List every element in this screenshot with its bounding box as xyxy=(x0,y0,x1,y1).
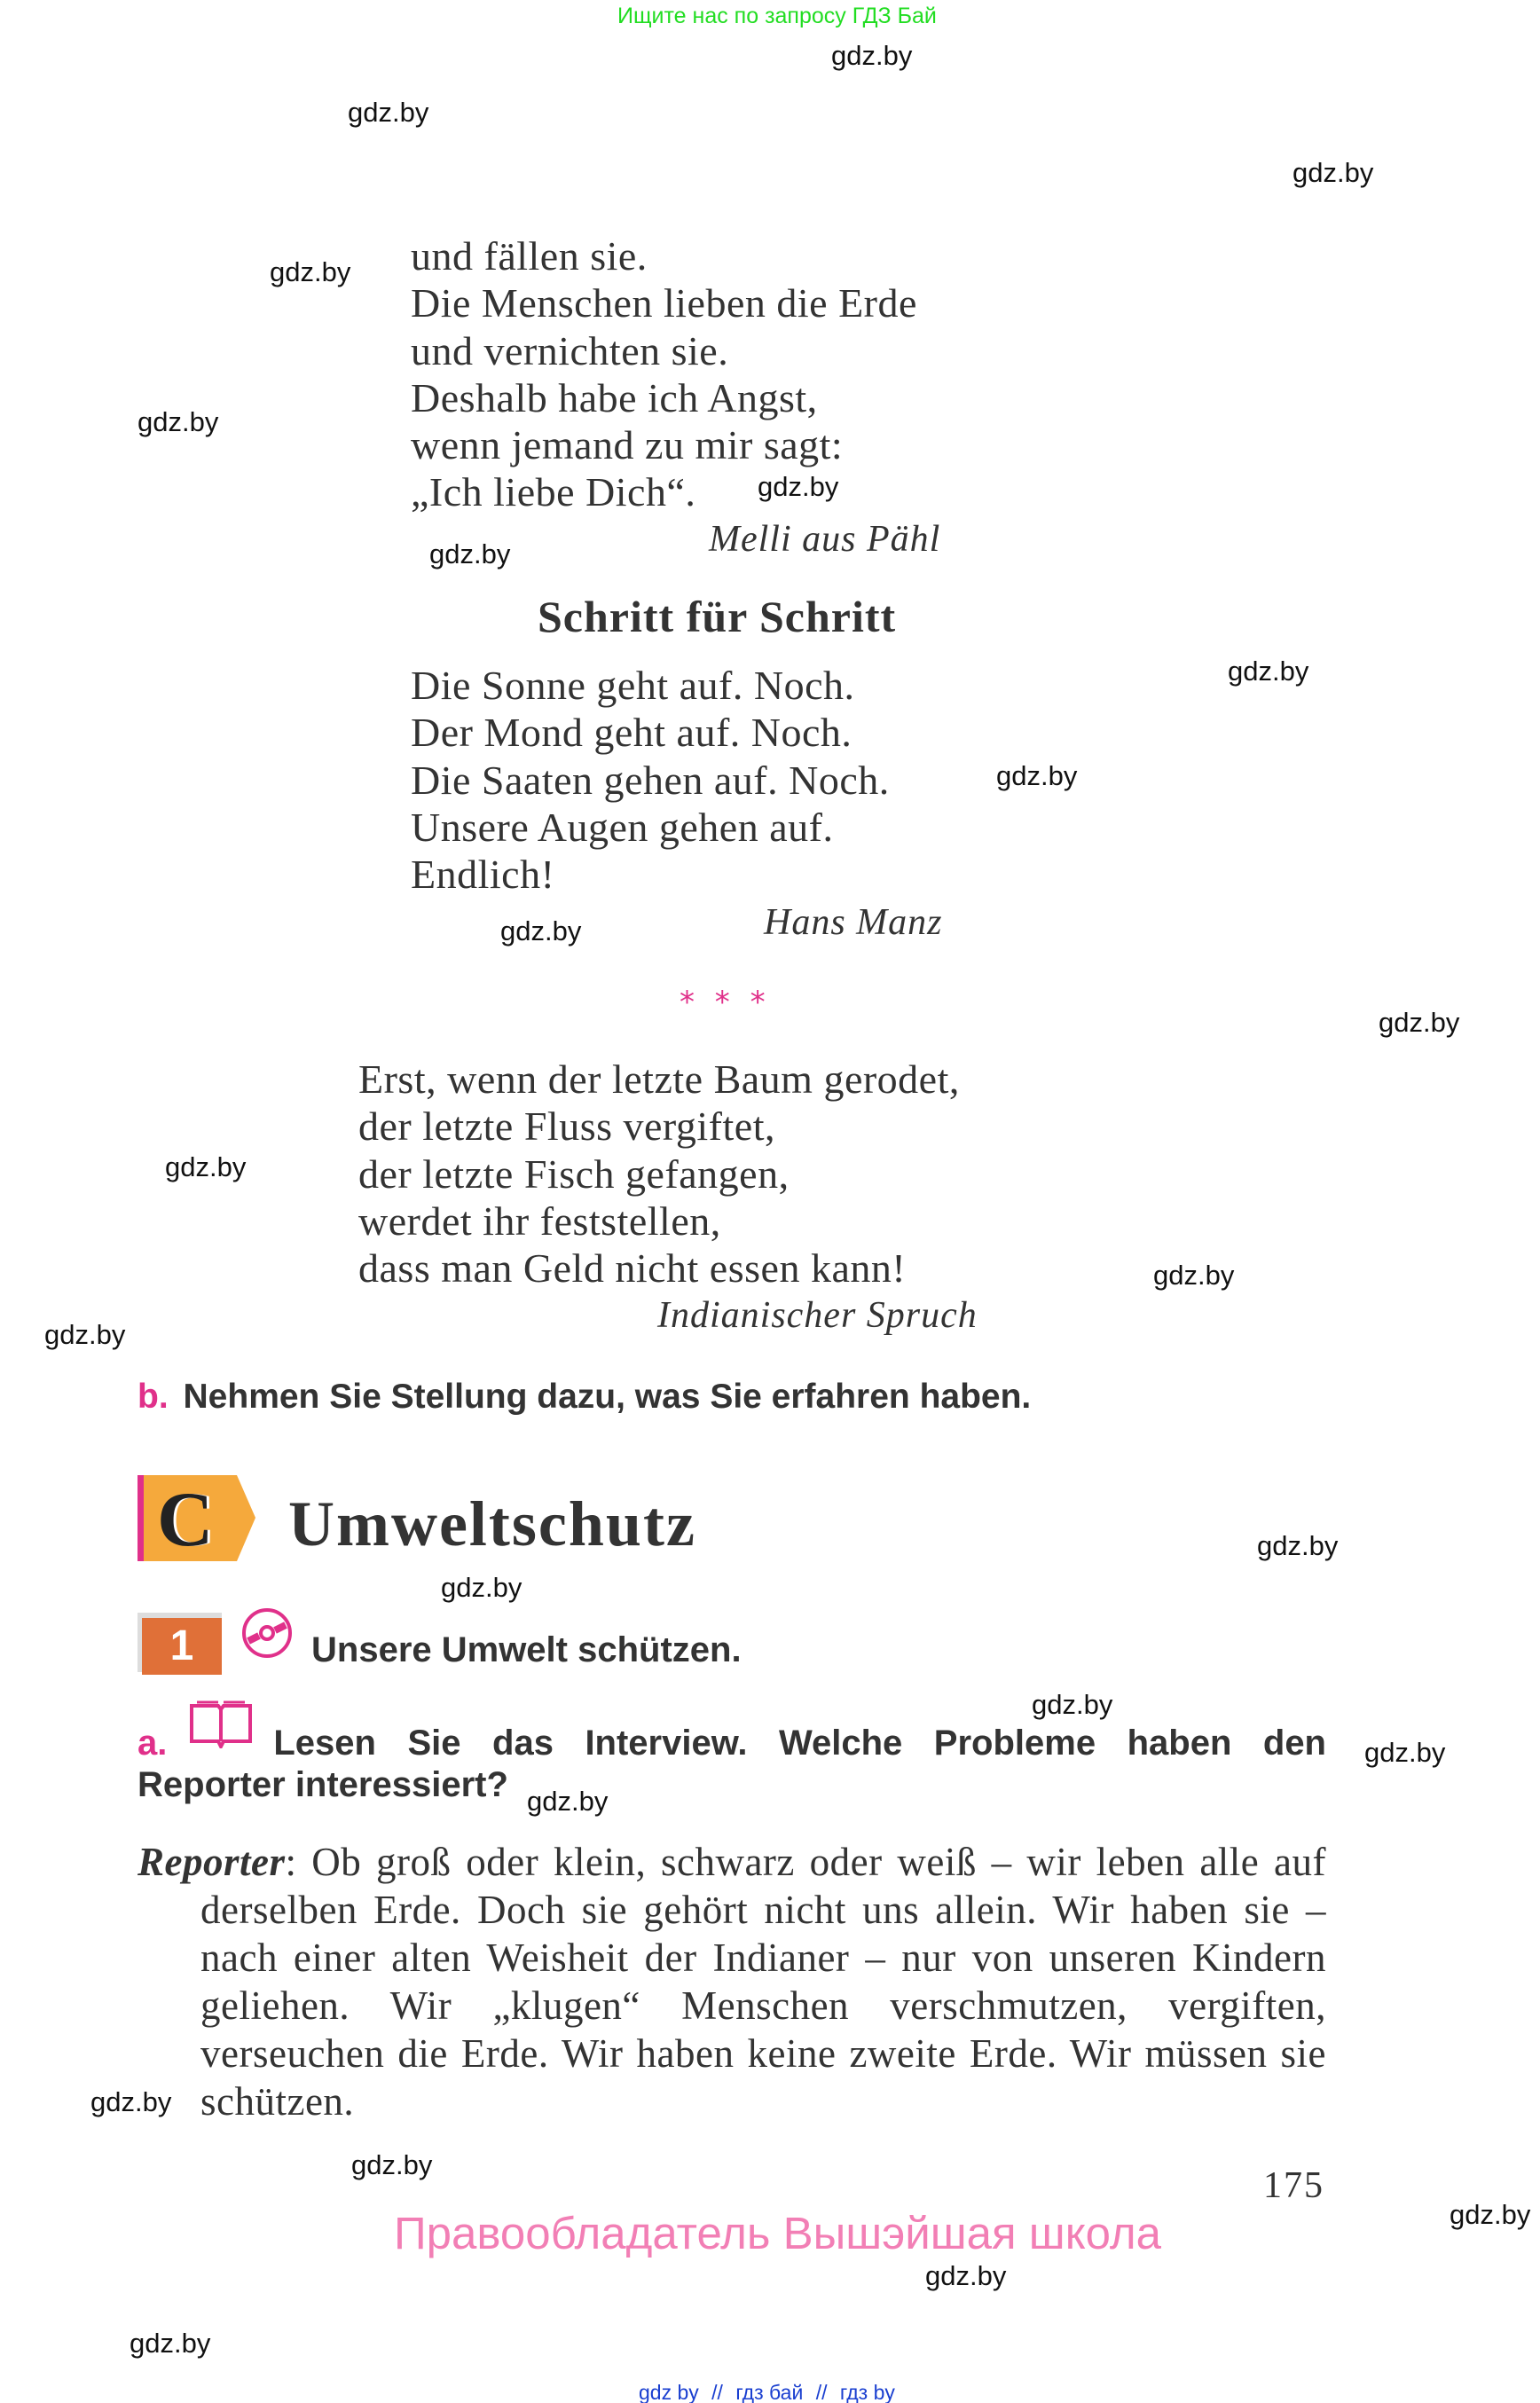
interview-text: : Ob groß oder klein, schwarz oder weiß – wir leben alle auf derselben Erde. Doch sie gehört nicht uns allein. Wir haben sie – nach einer alten Weisheit der Indianer – nur von unseren Kindern geliehen. Wir „klugen“ Menschen verschmutzen, vergiften, verseuchen die Erde. Wir haben keine zweite Erde. Wir müssen sie schützen. xyxy=(200,1840,1326,2124)
watermark: gdz.by xyxy=(351,2149,433,2180)
watermark: gdz.by xyxy=(500,915,582,946)
footer-separator: // xyxy=(711,2381,723,2403)
watermark: gdz.by xyxy=(441,1572,522,1603)
watermark: gdz.by xyxy=(1228,656,1309,687)
watermark: gdz.by xyxy=(1032,1689,1113,1720)
exercise-number-box xyxy=(138,1613,222,1672)
watermark: gdz.by xyxy=(1379,1007,1460,1038)
copyright-notice: Правообладатель Вышэйшая школа xyxy=(394,2208,1161,2258)
poem-author: Hans Manz xyxy=(764,902,943,943)
poem-title: Schritt für Schritt xyxy=(538,592,897,641)
task-b xyxy=(138,1378,1031,1417)
task-text: Nehmen Sie Stellung dazu, was Sie erfahren haben. xyxy=(183,1378,1032,1416)
poem-2 xyxy=(411,662,890,898)
watermark: gdz.by xyxy=(138,406,219,437)
poem-line: der letzte Fluss vergiftet, xyxy=(358,1103,775,1150)
poem-line: Endlich! xyxy=(411,852,555,898)
poem-line: und vernichten sie. xyxy=(411,327,729,373)
poem-line: Erst, wenn der letzte Baum gerodet, xyxy=(358,1056,960,1102)
footer-link[interactable]: гдз by xyxy=(839,2381,895,2403)
footer-links xyxy=(639,2381,895,2403)
watermark: gdz.by xyxy=(831,40,913,71)
watermark: gdz.by xyxy=(925,2260,1007,2291)
watermark: gdz.by xyxy=(1364,1737,1446,1768)
poem-1 xyxy=(411,232,917,516)
poem-line: werdet ihr feststellen, xyxy=(358,1198,721,1244)
footer-separator: // xyxy=(815,2381,828,2403)
watermark: gdz.by xyxy=(429,538,511,569)
poem-line: Deshalb habe ich Angst, xyxy=(411,374,818,420)
task-text: Lesen Sie das Interview. Welche Probleme haben den Reporter interessiert? xyxy=(138,1724,1326,1804)
footer-link[interactable]: гдз бай xyxy=(735,2381,804,2403)
task-letter: a. xyxy=(138,1724,168,1763)
watermark: gdz.by xyxy=(90,2086,172,2117)
task-letter: b. xyxy=(138,1378,169,1416)
poem-line: Die Sonne geht auf. Noch. xyxy=(411,663,855,708)
watermark: gdz.by xyxy=(996,760,1078,791)
section-badge xyxy=(138,1475,255,1561)
section-title: Umweltschutz xyxy=(288,1488,696,1559)
task-a xyxy=(138,1723,1326,1806)
poem-line: wenn jemand zu mir sagt: xyxy=(411,422,844,468)
poem-line: dass man Geld nicht essen kann! xyxy=(358,1245,907,1292)
poem-line: und fällen sie. xyxy=(411,233,648,279)
watermark: gdz.by xyxy=(527,1786,609,1817)
section-letter: C xyxy=(157,1477,214,1563)
poem-line: „Ich liebe Dich“. xyxy=(411,469,696,515)
separator-stars: * * * xyxy=(680,985,771,1020)
watermark: gdz.by xyxy=(1292,157,1374,188)
poem-author: Melli aus Pähl xyxy=(709,519,941,560)
poem-line: der letzte Fisch gefangen, xyxy=(358,1150,790,1197)
exercise-number: 1 xyxy=(142,1618,222,1675)
poem-line: Die Menschen lieben die Erde xyxy=(411,280,917,326)
poem-line: Unsere Augen gehen auf. xyxy=(411,804,834,850)
footer-link[interactable]: gdz by xyxy=(639,2381,699,2403)
promo-text: Ищите нас по запросу ГДЗ Бай xyxy=(617,4,937,28)
watermark: gdz.by xyxy=(130,2328,211,2359)
watermark: gdz.by xyxy=(165,1151,247,1182)
watermark: gdz.by xyxy=(1153,1260,1235,1291)
watermark: gdz.by xyxy=(44,1319,126,1350)
poem-3 xyxy=(358,1056,960,1292)
watermark: gdz.by xyxy=(1257,1530,1339,1561)
cd-audio-icon[interactable] xyxy=(241,1607,293,1659)
exercise-title: Unsere Umwelt schützen. xyxy=(311,1630,742,1669)
poem-author: Indianischer Spruch xyxy=(657,1295,978,1336)
watermark: gdz.by xyxy=(348,97,429,128)
watermark: gdz.by xyxy=(758,471,839,502)
page-number: 175 xyxy=(1263,2165,1324,2206)
interview-speaker: Reporter xyxy=(138,1840,286,1884)
poem-line: Die Saaten gehen auf. Noch. xyxy=(411,757,890,803)
watermark: gdz.by xyxy=(270,256,351,287)
watermark: gdz.by xyxy=(1450,2199,1531,2230)
interview-paragraph xyxy=(138,1838,1326,2125)
poem-line: Der Mond geht auf. Noch. xyxy=(411,710,852,756)
